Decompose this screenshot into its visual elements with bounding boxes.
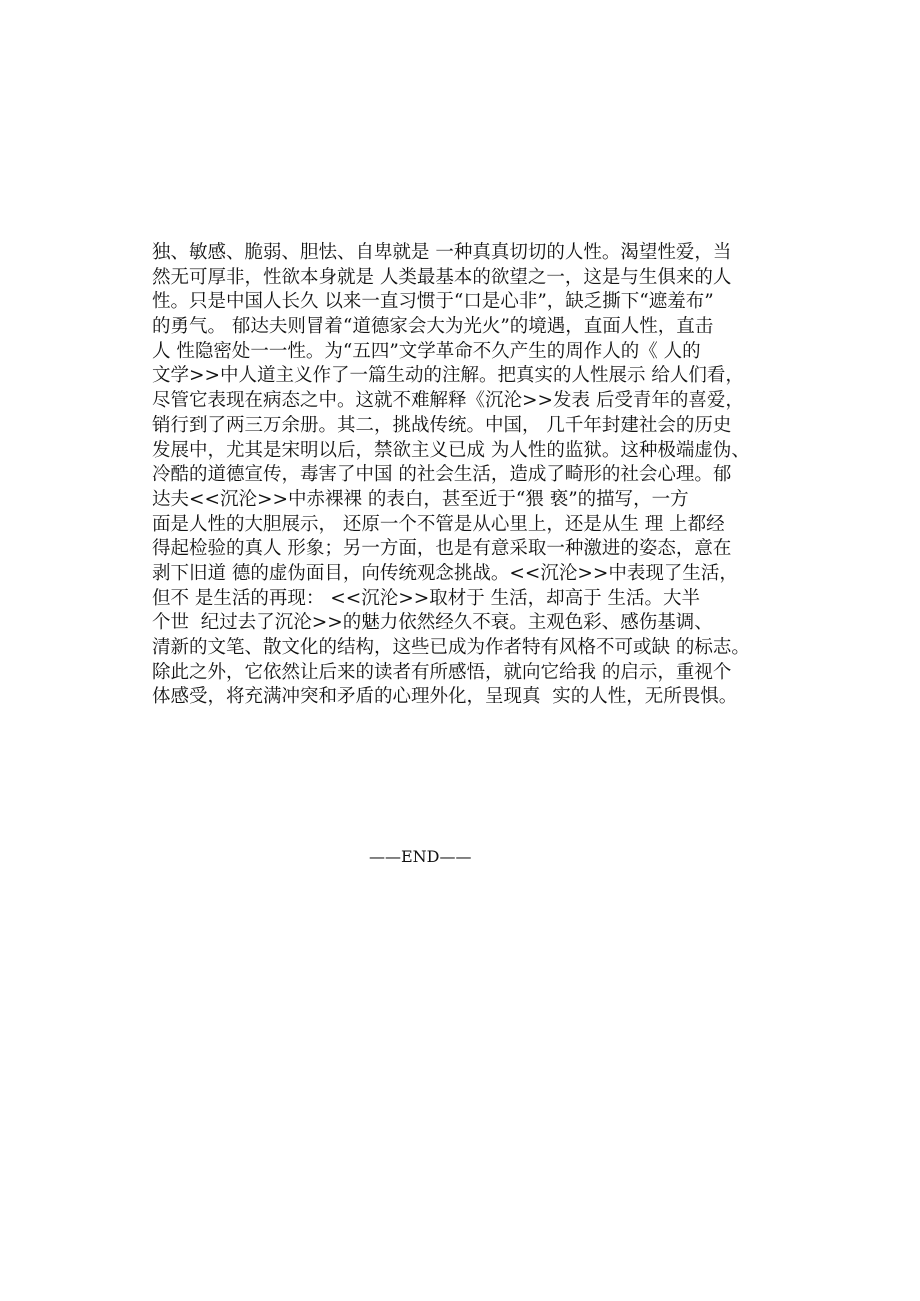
text-line-18: 除此之外，它依然让后来的读者有所感悟，就向它给我 的启示，重视个 [152,661,732,683]
text-line-12: 面是人性的大胆展示， 还原一个不管是从心里上，还是从生 理 上都经 [152,513,725,535]
text-line-19: 体感受，将充满冲突和矛盾的心理外化，呈现真 实的人性，无所畏惧。 [152,686,738,708]
text-line-9: 发展中，尤其是宋明以后，禁欲主义已成 为人性的监狱。这种极端虚伪、 [152,439,750,461]
text-line-13: 得起检验的真人 形象；另一方面，也是有意采取一种激进的姿态，意在 [152,538,732,560]
text-line-5: 人 性隐密处一一性。为“五四”文学革命不久产生的周作人的《 人的 [152,340,701,362]
text-line-6: 文学>>中人道主义作了一篇生动的注解。把真实的人性展示 给人们看， [152,365,744,387]
text-line-15: 但不 是生活的再现： <<沉沦>>取材于 生活，却高于 生活。大半 [152,587,701,609]
body-paragraph [152,241,750,710]
text-line-11: 达夫<<沉沦>>中赤裸裸 的表白，甚至近于“猥 亵”的描写，一方 [152,488,689,510]
end-marker: ——END—— [369,847,472,866]
text-line-4: 的勇气。 郁达夫则冒着“道德家会大为光火”的境遇，直面人性，直击 [152,316,714,338]
text-line-16: 个世 纪过去了沉沦>>的魅力依然经久不衰。主观色彩、感伤基调、 [152,612,713,634]
text-line-7: 尽管它表现在病态之中。这就不难解释《沉沦>>发表 后受青年的喜爱， [152,390,744,412]
text-line-8: 销行到了两三万余册。其二，挑战传统。中国， 几千年封建社会的历史 [152,414,732,436]
text-line-10: 冷酷的道德宣传，毒害了中国 的社会生活，造成了畸形的社会心理。郁 [152,464,732,486]
text-line-1: 独、敏感、脆弱、胆怯、自卑就是 一种真真切切的人性。渴望性爱，当 [152,242,732,263]
text-line-14: 剥下旧道 德的虚伪面目，向传统观念挑战。<<沉沦>>中表现了生活， [152,562,738,584]
text-line-2: 然无可厚非，性欲本身就是 人类最基本的欲望之一，这是与生俱来的人 [152,266,732,288]
text-line-17: 清新的文笔、散文化的结构，这些已成为作者特有风格不可或缺 的标志。 [152,637,750,658]
text-line-3: 性。只是中国人长久 以来一直习惯于“口是心非”，缺乏撕下“遮羞布” [152,291,714,313]
